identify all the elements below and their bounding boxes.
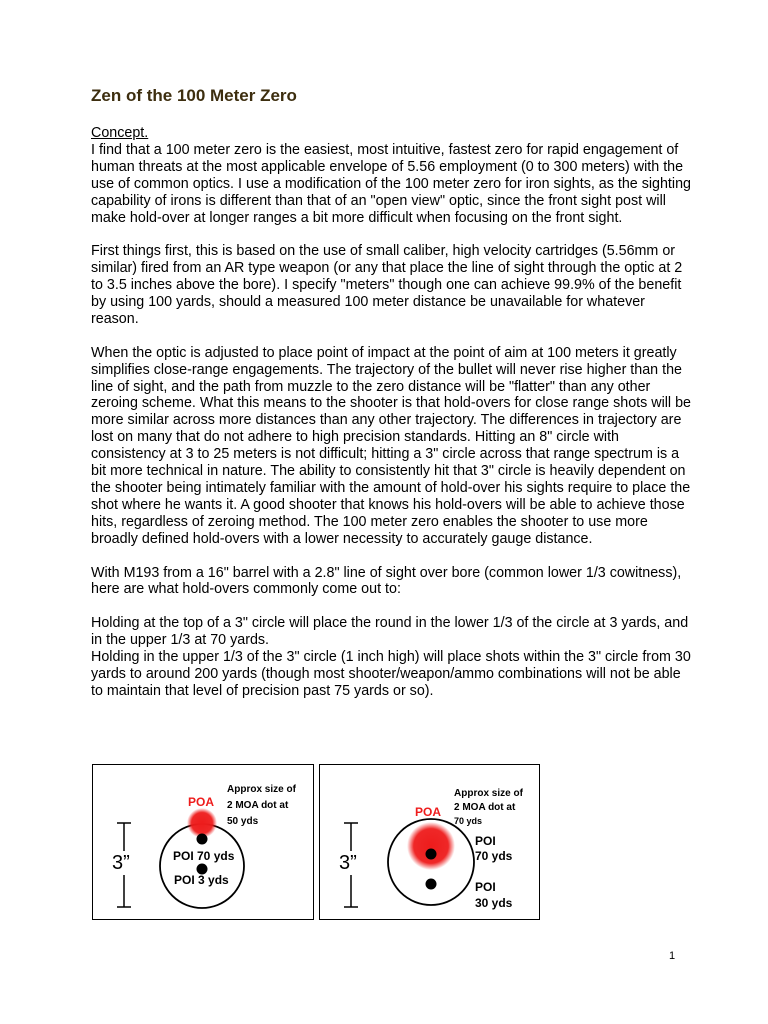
poa-dot (407, 822, 455, 870)
figure-70yd-holdover (319, 764, 540, 920)
page-number: 1 (669, 950, 676, 962)
dot-size-note-line2: 2 MOA dot at (454, 802, 516, 813)
figure-50yd-holdover (92, 764, 314, 920)
paragraph-4: With M193 from a 16" barrel with a 2.8" line of sight over bore (common lower 1/3 cowitness), here are what hold-overs commonly come out to: (91, 564, 682, 598)
poa-label: POA (188, 795, 215, 809)
concept-heading: Concept. (91, 125, 149, 141)
paragraph-3: When the optic is adjusted to place point of impact at the point of aim at 100 meters it greatly simplifies close-range engagements. The trajectory of the bullet will never rise higher than the line of sight, and the path from muzzle to the zero distance will be "flatter" than any other zeroing scheme. What this means to the shooter is that hold-overs for close range shots will be more similar across more distances than any other trajectory. The differences in trajectory are lost on many that do not adhere to high precision standards. Hitting an 8" circle with consistency at 3 to 25 meters is not difficult; hitting a 3" circle across that range spectrum is a bit more technical in nature. The ability to consistently hit that 3" circle is heavily dependent on the shooter being intimately familiar with the amount of hold-over his sights require to place the shot where he wants it. A good shooter that knows his hold-overs will be able to achieve those hits, regardless of zeroing method. The 100 meter zero enables the shooter to use more broadly defined hold-overs with a lower necessity to accurately gauge distance. (91, 344, 691, 547)
poi-30yd-label-line2: 30 yds (475, 896, 513, 910)
dot-size-note-line3: 50 yds (227, 816, 259, 827)
poi-30yd-label-line1: POI (475, 880, 496, 894)
paragraph-5: Holding at the top of a 3" circle will place the round in the lower 1/3 of the circle at 3 yards, and in the upper 1/3 at 70 yards. (91, 615, 689, 649)
dot-size-note-line1: Approx size of (454, 788, 523, 799)
size-label: 3” (112, 852, 130, 874)
poi-70yd-label-line2: 70 yds (475, 849, 513, 863)
paragraph-2: First things first, this is based on the use of small caliber, high velocity cartridges (5.56mm or similar) fired from an AR type weapon (or any that place the line of sight through the optic at 2 to 3.5 inches above the bore). I specify "meters" though one can achieve 99.9% of the benefit by using 100 yards, should a measured 100 meter distance be unavailable for whatever reason. (91, 243, 683, 327)
poa-label: POA (415, 805, 442, 819)
dot-size-note-line1: Approx size of (227, 784, 296, 795)
poi-30yd-dot (426, 879, 437, 890)
size-label: 3” (339, 852, 357, 874)
poi-70yd-label-line1: POI (475, 834, 496, 848)
paragraph-1: I find that a 100 meter zero is the easiest, most intuitive, fastest zero for rapid engagement of human threats at the most applicable envelope of 5.56 employment (0 to 300 meters) with the use of common optics. I use a modification of the 100 meter zero for iron sights, as the sighting capability of irons is different than that of an "open view" optic, since the front sight post will make hold-over at longer ranges a bit more difficult when focusing on the front sight. (91, 141, 691, 226)
poi-70yd-label: POI 70 yds (173, 849, 235, 863)
figure-2-diagram (320, 765, 539, 919)
dot-size-note-line2: 2 MOA dot at (227, 800, 289, 811)
dot-size-note-line3: 70 yds (454, 816, 483, 826)
poi-3yd-label: POI 3 yds (174, 873, 229, 887)
figure-1-diagram (93, 765, 313, 919)
poi-70yd-dot (197, 834, 208, 845)
poi-70yd-dot (426, 849, 437, 860)
document-body (91, 125, 691, 700)
document-title: Zen of the 100 Meter Zero (91, 86, 297, 105)
paragraph-6: Holding in the upper 1/3 of the 3" circle (1 inch high) will place shots within the 3" circle from 30 yards to around 200 yards (though most shooter/weapon/ammo combinations will not be able to maintain that level of precision past 75 yards or so). (91, 649, 691, 699)
